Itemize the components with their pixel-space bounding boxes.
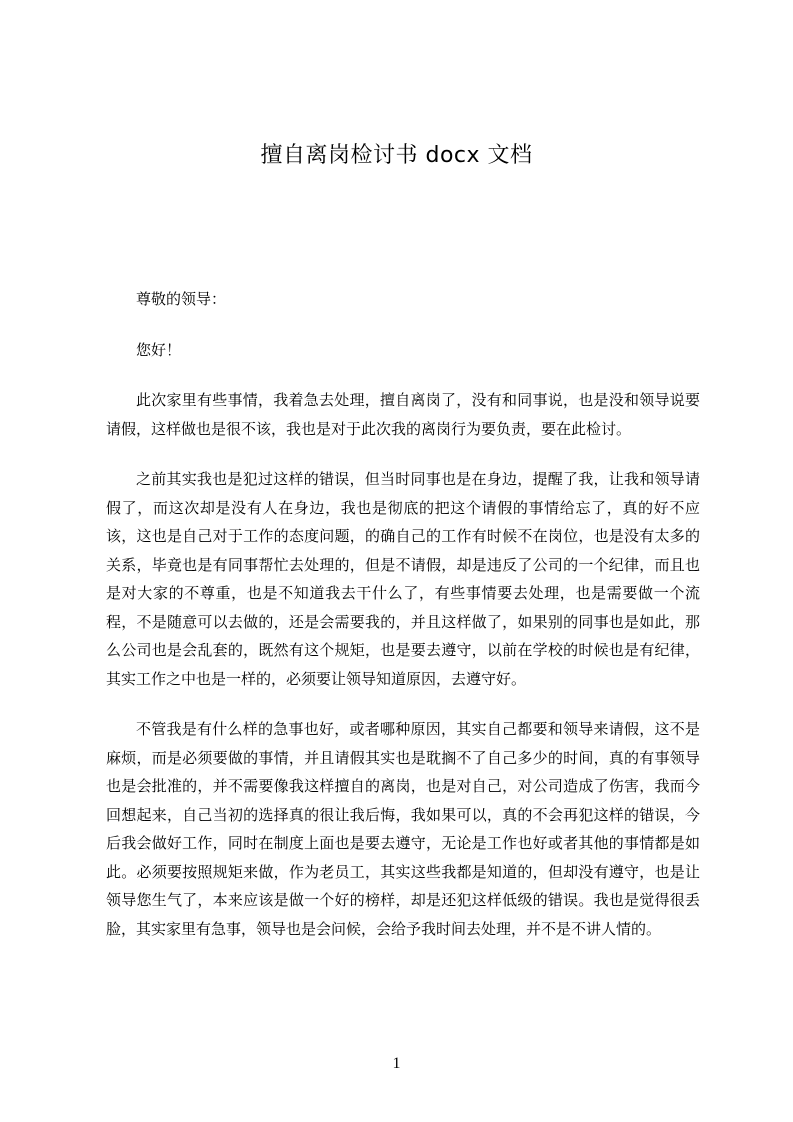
paragraph-3: 不管我是有什么样的急事也好，或者哪种原因，其实自己都要和领导来请假，这不是麻烦，而是必须要做的事情，并且请假其实也是耽搁不了自己多少的时间，真的有事领导也是会批准的，并不需要像我这样擅自的离岗，也是对自己，对公司造成了伤害，我而今回想起来，自己当初的选择真的很让我后悔，我如果可以，真的不会再犯这样的错误，今后我会做好工作，同时在制度上面也是要去遵守，无论是工作也好或者其他的事情都是如此。必须要按照规矩来做，作为老员工，其实这些我都是知道的，但却没有遵守，也是让领导您生气了，本来应该是做一个好的榜样，却是还犯这样低级的错误。我也是觉得很丢脸，其实家里有急事，领导也是会问候，会给予我时间去处理，并不是不讲人情的。 (106, 720, 700, 938)
page-number: 1 (392, 1055, 401, 1072)
document-title: 擅自离岗检讨书 docx 文档 (260, 143, 533, 168)
greeting: 您好！ (136, 340, 182, 359)
salutation: 尊敬的领导： (136, 290, 227, 308)
document-body (106, 285, 700, 943)
paragraph-1: 此次家里有些事情，我着急去处理，擅自离岗了，没有和同事说，也是没和领导说要请假，这样做也是很不该，我也是对于此次我的离岗行为要负责，要在此检讨。 (106, 391, 700, 438)
paragraph-2: 之前其实我也是犯过这样的错误，但当时同事也是在身边，提醒了我，让我和领导请假了，而这次却是没有人在身边，我也是彻底的把这个请假的事情给忘了，真的好不应该，这也是自己对于工作的态度问题，的确自己的工作有时候不在岗位，也是没有太多的关系，毕竟也是有同事帮忙去处理的，但是不请假，却是违反了公司的一个纪律，而且也是对大家的不尊重，也是不知道我去干什么了，有些事情要去处理，也是需要做一个流程，不是随意可以去做的，还是会需要我的，并且这样做了，如果别的同事也是如此，那么公司也是会乱套的，既然有这个规矩，也是要去遵守，以前在学校的时候也是有纪律，其实工作之中也是一样的，必须要让领导知道原因，去遵守好。 (106, 470, 700, 688)
